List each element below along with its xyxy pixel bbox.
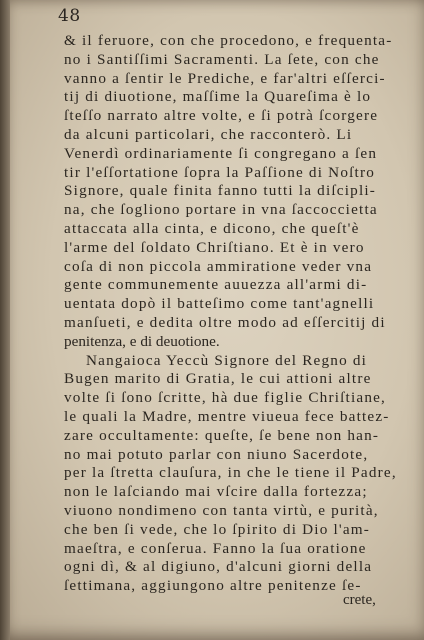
text-line: na, che ſogliono portare in vna ſaccoccietta — [64, 201, 378, 219]
text-line: no mai potuto parlar con niuno Sacerdote, — [64, 445, 369, 463]
text-line: & il feruore, con che procedono, e frequenta- — [64, 32, 393, 49]
text-line: coſa di non piccola ammiratione veder vna — [64, 257, 373, 275]
text-line: che ben ſi vede, che lo ſpirito di Dio l'am- — [64, 520, 371, 538]
text-line: Signore, quale finita fanno tutti la diſcipli- — [64, 182, 377, 200]
text-line: attaccata alla cinta, e dicono, che queſt'è — [64, 220, 360, 237]
catchword: crete, — [343, 592, 376, 608]
text-line: tir l'eſſortatione ſopra la Paſſione di Noſtro — [64, 163, 375, 181]
text-line: da alcuni particolari, che racconterò. Li — [64, 126, 353, 143]
text-line: per la ſtretta clauſura, in che le tiene il Padre, — [64, 464, 397, 482]
text-line: le quali la Madre, mentre viueua fece battez- — [64, 408, 390, 425]
text-line: viuono nondimeno con tanta virtù, e purità, — [64, 502, 379, 519]
text-line: uentata dopò il batteſimo come tant'agnelli — [64, 295, 375, 313]
text-line: tij di diuotione, maſſime la Quareſima è lo — [64, 88, 372, 106]
text-line: l'arme del ſoldato Chriſtiano. Et è in vero — [64, 238, 365, 256]
text-line: maeſtra, e conſerua. Fanno la ſua oratione — [64, 539, 367, 557]
text-line: Bugen marito di Gratia, le cui attioni altre — [64, 370, 372, 388]
text-line: penitenza, e di deuotione. — [64, 332, 220, 350]
text-line: ſettimana, aggiungono altre penitenze ſe- — [64, 577, 362, 595]
text-line: vanno a ſentir le Prediche, e far'altri eſſerci- — [64, 69, 386, 87]
text-line: ogni dì, & al digiuno, d'alcuni giorni della — [64, 558, 373, 576]
text-line: ſteſſo narrato altre volte, e ſi potrà ſcorgere — [64, 107, 379, 125]
text-line: volte ſi ſono ſcritte, hà due figlie Chriſtiane, — [64, 389, 387, 407]
book-gutter — [0, 0, 10, 640]
text-line: no i Santiſſimi Sacramenti. La ſete, con che — [64, 50, 380, 68]
text-line: manſueti, e dedita oltre modo ad eſſercitij di — [64, 314, 386, 331]
text-line: gente communemente auuezza all'armi di- — [64, 276, 368, 294]
text-line: Nangaioca Yeccù Signore del Regno di — [86, 351, 368, 369]
text-line: zare occultamente: queſte, ſe bene non han- — [64, 426, 380, 444]
text-line: non le laſciando mai vſcire dalla fortezza; — [64, 483, 368, 501]
text-line: Venerdì ordinariamente ſi congregano a ſen — [64, 144, 378, 162]
page-number: 48 — [58, 6, 81, 26]
